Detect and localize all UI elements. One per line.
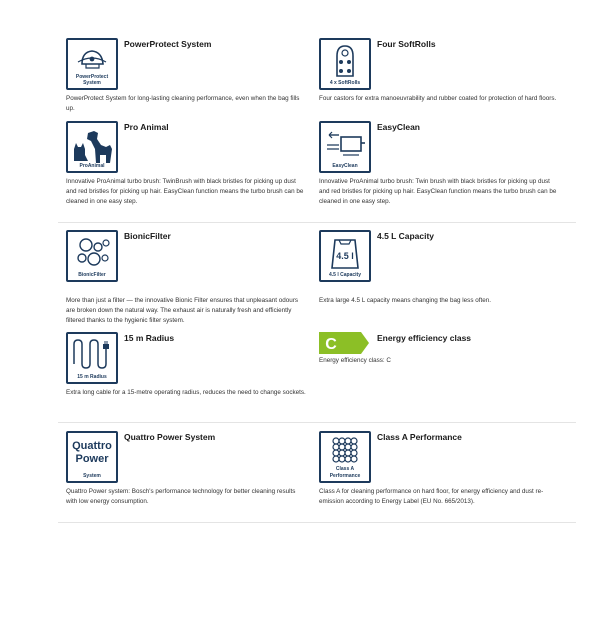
section-divider (58, 422, 576, 423)
quattro-description: Quattro Power system: Bosch's performance technology for better cleaning results with low energy consumption. (66, 488, 296, 505)
capacity-description: Extra large 4.5 L capacity means changing the bag less often. (319, 297, 491, 304)
soft-rolls-title: Four SoftRolls (377, 39, 436, 49)
quattro-icon-caption: System (83, 473, 101, 479)
power-protect-icon-caption-2: System (83, 80, 101, 86)
radius-description: Extra long cable for a 15-metre operating radius, reduces the need to change sockets. (66, 389, 306, 396)
radius-icon (66, 332, 118, 384)
soft-rolls-icon-caption: 4 x SoftRolls (329, 80, 361, 86)
capacity-title: 4.5 L Capacity (377, 231, 435, 241)
energy-title: Energy efficiency class (377, 333, 472, 343)
class-a-icon-caption-1: Class A (335, 466, 355, 472)
soft-rolls-icon (319, 38, 371, 90)
easy-clean-icon (319, 121, 371, 173)
energy-class-letter: C (325, 336, 337, 353)
quattro-power-icon (66, 431, 118, 483)
radius-title: 15 m Radius (124, 333, 175, 343)
power-protect-icon-caption-1: PowerProtect (75, 74, 109, 80)
energy-class-badge (319, 332, 369, 354)
soft-rolls-description: Four castors for extra manoeuvrability and rubber coated for protection of hard floors. (319, 95, 557, 102)
capacity-icon (319, 230, 371, 282)
pro-animal-title: Pro Animal (124, 122, 169, 132)
quattro-icon-line-1: Quattro (72, 440, 112, 452)
pro-animal-icon (66, 121, 118, 173)
class-a-description: Class A for cleaning performance on hard floor, for energy efficiency and dust re-emission according to Energy Label (EU No. 665/2013). (319, 488, 544, 505)
pro-animal-icon-caption: ProAnimal (79, 163, 105, 169)
capacity-icon-value: 4.5 l (336, 251, 354, 261)
power-protect-icon (66, 38, 118, 90)
class-a-icon (319, 431, 371, 483)
capacity-icon-caption: 4.5 l Capacity (329, 272, 361, 278)
section-divider (58, 522, 576, 523)
class-a-icon-caption-2: Performance (329, 473, 361, 479)
quattro-title: Quattro Power System (124, 432, 216, 442)
bionic-filter-icon (66, 230, 118, 282)
bionic-filter-icon-caption: BionicFilter (78, 272, 106, 278)
radius-icon-caption: 15 m Radius (77, 374, 107, 380)
class-a-title: Class A Performance (377, 432, 462, 442)
pro-animal-description: Innovative ProAnimal turbo brush: TwinBrush with black bristles for picking up dust and red bristles for picking up hair. EasyClean function means the turbo brush can be cleaned in one easy step. (66, 178, 304, 205)
power-protect-description: PowerProtect System for long-lasting cleaning performance, even when the bag fills up. (66, 95, 300, 112)
bionic-filter-description: More than just a filter — the innovative Bionic Filter ensures that unpleasant odours are broken down the natural way. The exhaust air is naturally fresh and efficiently filtered thanks to the hygienic filter system. (66, 297, 299, 324)
easy-clean-description: Innovative ProAnimal turbo brush: Twin brush with black bristles for picking up dust and red bristles for picking up hair. EasyClean function means the turbo brush can be cleaned in one easy step. (319, 178, 557, 205)
quattro-icon-line-2: Power (75, 453, 109, 465)
section-divider (58, 222, 576, 223)
easy-clean-icon-caption: EasyClean (332, 163, 358, 169)
bionic-filter-title: BionicFilter (124, 231, 171, 241)
energy-description: Energy efficiency class: C (319, 357, 391, 364)
power-protect-title: PowerProtect System (124, 39, 212, 49)
easy-clean-title: EasyClean (377, 122, 420, 132)
